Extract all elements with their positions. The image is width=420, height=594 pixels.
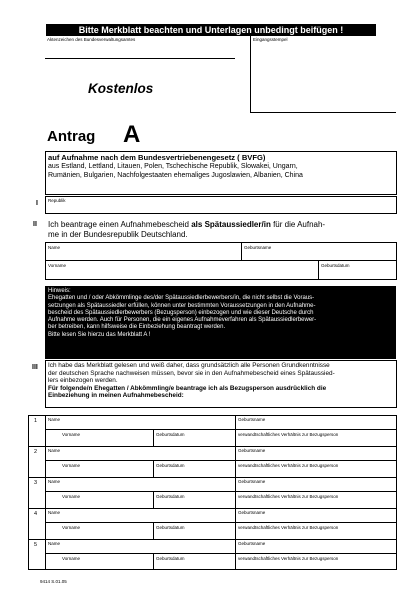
section-3-numeral: III	[32, 364, 38, 371]
hint-line: Aufnahme werden. Auch für Personen, die ein eigenes Aufnahmeverfahren als Spätaussiedlerbewer-	[48, 317, 317, 324]
person-subrow-divider	[45, 553, 397, 554]
aktenzeichen-label: Aktenzeichen des Bundesverwaltungsamtes	[47, 37, 136, 42]
person-geburtsdatum-field[interactable]: Geburtsdatum	[156, 494, 185, 499]
person-col-divider	[235, 477, 236, 508]
section-3-bold-line: Einbeziehung in meinen Aufnahmebescheid:	[48, 392, 184, 400]
person-geburtsdatum-field[interactable]: Geburtsdatum	[156, 525, 185, 530]
person-col-divider	[153, 429, 154, 446]
person-vorname-field[interactable]: Vorname	[62, 494, 81, 499]
instruction-banner: Bitte Merkblatt beachten und Unterlagen unbedingt beifügen !	[46, 24, 376, 36]
person-geburtsdatum-field[interactable]: Geburtsdatum	[156, 463, 185, 468]
person-row-divider	[28, 508, 397, 509]
person-verhaeltnis-field[interactable]: verwandtschaftliches Verhältnis zur Bezugsperson	[238, 432, 339, 437]
intro-title: auf Aufnahme nach dem Bundesvertriebenengesetz ( BVFG)	[48, 153, 266, 162]
person-subrow-divider	[45, 491, 397, 492]
hint-line: Ehegatten und / oder Abkömmlinge des/der Spätaussiedlerbewerbers/in, die nicht selbst die Voraus-	[48, 295, 315, 302]
applicant-name-label[interactable]: Name	[48, 245, 61, 250]
person-number: 2	[34, 449, 38, 455]
person-number: 1	[34, 418, 38, 424]
section-2-numeral: II	[33, 221, 37, 228]
person-row-divider	[28, 446, 397, 447]
person-vorname-field[interactable]: Vorname	[62, 525, 81, 530]
person-col-divider	[235, 539, 236, 570]
applicant-col-divider-2	[318, 260, 319, 280]
hint-box	[45, 286, 396, 359]
applicant-fields	[45, 242, 397, 280]
person-geburtsname-field[interactable]: Geburtsname	[238, 541, 266, 546]
person-number: 3	[34, 480, 38, 486]
applicant-geburtsname-label[interactable]: Geburtsname	[244, 245, 272, 250]
section-3-line: der deutschen Sprache nachweisen müssen, bevor sie in den Aufnahmebescheid eines Spätaussied-	[48, 369, 335, 377]
intro-sub-line-1: aus Estland, Lettland, Litauen, Polen, Tschechische Republik, Slowakei, Ungarn,	[48, 163, 298, 170]
person-row-divider	[28, 477, 397, 478]
person-col-divider	[235, 508, 236, 539]
persons-number-divider	[45, 415, 46, 570]
person-name-field[interactable]: Name	[48, 417, 61, 422]
republik-field[interactable]	[45, 196, 397, 214]
person-col-divider	[153, 522, 154, 539]
person-geburtsname-field[interactable]: Geburtsname	[238, 510, 266, 515]
kostenlos-label: Kostenlos	[88, 81, 154, 96]
person-subrow-divider	[45, 522, 397, 523]
section-3-line: Ich habe das Merkblatt gelesen und weiß daher, dass grundsätzlich alle Personen Grundkenntnisse	[48, 362, 330, 369]
section-3-text	[48, 362, 335, 400]
section-2-text-line-2: me in der Bundesrepublik Deutschland.	[48, 230, 188, 239]
section-2-text-post: für die Aufnah-	[273, 220, 326, 229]
person-col-divider	[153, 553, 154, 570]
applicant-geburtsdatum-label[interactable]: Geburtsdatum	[321, 263, 350, 268]
person-name-field[interactable]: Name	[48, 541, 61, 546]
form-number: 9414 S.01.05	[40, 579, 67, 584]
person-geburtsname-field[interactable]: Geburtsname	[238, 479, 266, 484]
section-2-text	[48, 220, 325, 230]
aktenzeichen-line	[45, 58, 235, 59]
republik-label: Republik	[48, 198, 66, 203]
section-2-text-bold: als Spätaussiedler/in	[191, 220, 271, 229]
person-number: 5	[34, 542, 38, 548]
person-geburtsname-field[interactable]: Geburtsname	[238, 417, 266, 422]
person-geburtsdatum-field[interactable]: Geburtsdatum	[156, 432, 185, 437]
person-verhaeltnis-field[interactable]: verwandtschaftliches Verhältnis zur Bezugsperson	[238, 494, 339, 499]
person-col-divider	[235, 446, 236, 477]
person-geburtsdatum-field[interactable]: Geburtsdatum	[156, 556, 185, 561]
section-1-numeral: I	[36, 200, 38, 207]
applicant-vorname-label[interactable]: Vorname	[48, 263, 67, 268]
person-geburtsname-field[interactable]: Geburtsname	[238, 448, 266, 453]
person-verhaeltnis-field[interactable]: verwandtschaftliches Verhältnis zur Bezugsperson	[238, 556, 339, 561]
person-name-field[interactable]: Name	[48, 448, 61, 453]
section-2-text-pre: Ich beantrage einen Aufnahmebescheid	[48, 220, 189, 229]
applicant-row-divider	[45, 260, 397, 261]
hint-title: Hinweis:	[48, 288, 71, 294]
person-vorname-field[interactable]: Vorname	[62, 556, 81, 561]
section-3-line: lers einbezogen werden.	[48, 377, 118, 385]
intro-sub	[48, 162, 393, 180]
person-row-divider	[28, 539, 397, 540]
person-col-divider	[153, 460, 154, 477]
antrag-title: Antrag	[47, 128, 96, 145]
eingangsstempel-label: Eingangsstempel	[253, 37, 288, 42]
section-3-bold-line: Für folgende/n Ehegatten / Abkömmling/e beantrage ich als Bezugsperson ausdrücklich die	[48, 384, 327, 392]
hint-line: bescheid des Spätaussiedlerbewerbers (Bezugsperson) einbezogen und wie dieser Deutsche durch	[48, 309, 314, 316]
person-verhaeltnis-field[interactable]: verwandtschaftliches Verhältnis zur Bezugsperson	[238, 463, 339, 468]
person-vorname-field[interactable]: Vorname	[62, 463, 81, 468]
eingangsstempel-box[interactable]	[250, 36, 396, 113]
person-subrow-divider	[45, 429, 397, 430]
hint-line: ber betreiben, kann hilfsweise die Einbeziehung beantragt werden.	[48, 324, 226, 331]
person-vorname-field[interactable]: Vorname	[62, 432, 81, 437]
person-name-field[interactable]: Name	[48, 479, 61, 484]
person-col-divider	[153, 491, 154, 508]
person-col-divider	[235, 415, 236, 446]
hint-line: setzungen als Spätaussiedler erfüllen, können unter bestimmten Voraussetzungen in den Aufnahme-	[48, 302, 316, 309]
persons-table	[28, 415, 397, 570]
person-name-field[interactable]: Name	[48, 510, 61, 515]
person-verhaeltnis-field[interactable]: verwandtschaftliches Verhältnis zur Bezugsperson	[238, 525, 339, 530]
person-number: 4	[34, 511, 38, 517]
person-subrow-divider	[45, 460, 397, 461]
hint-line: Bitte lesen Sie hierzu das Merkblatt A !	[48, 331, 151, 338]
applicant-col-divider-1	[241, 242, 242, 260]
intro-sub-line-2: Rumänien, Bulgarien, Nachfolgestaaten ehemaliges Jugoslawien, Albanien, China	[48, 172, 303, 179]
antrag-letter: A	[123, 121, 141, 148]
